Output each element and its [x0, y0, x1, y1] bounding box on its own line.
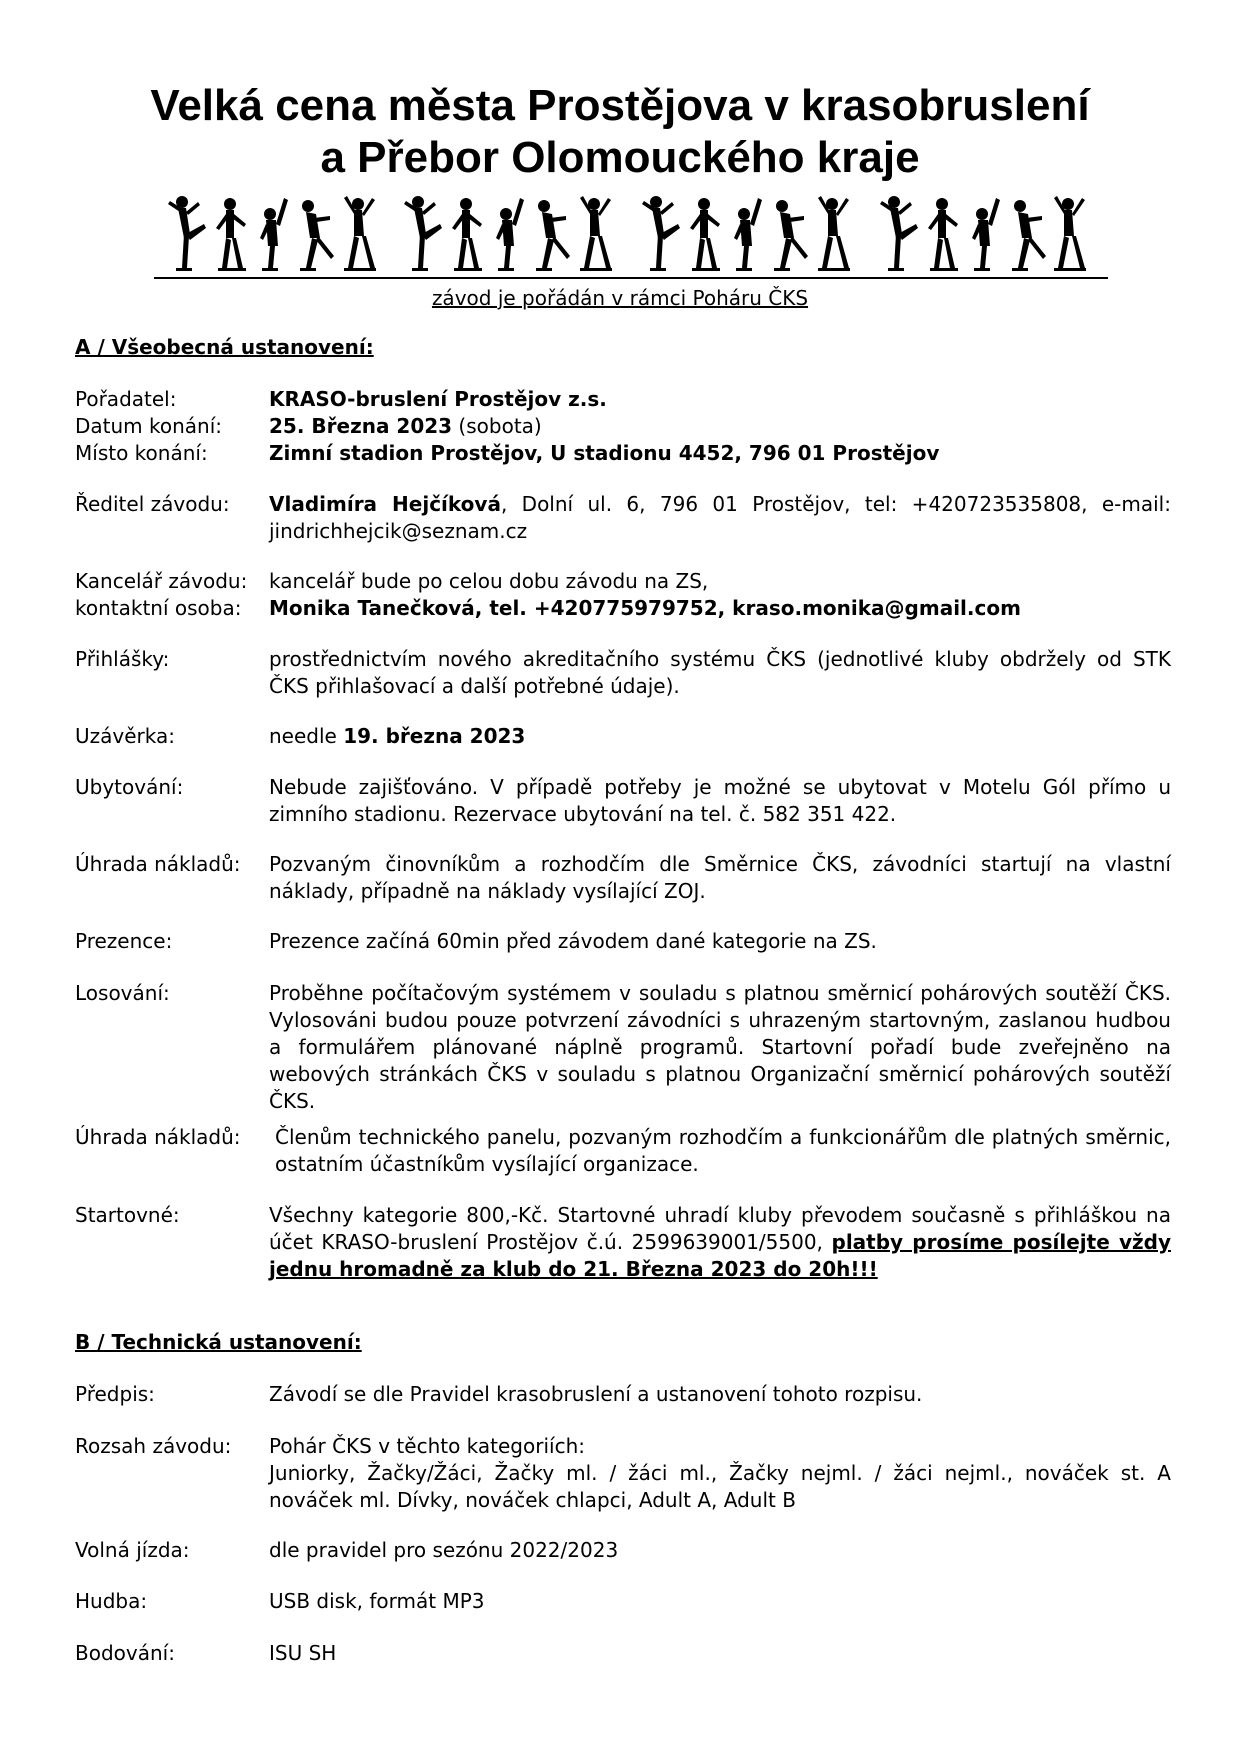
figure-skater-silhouette-icon — [168, 196, 206, 271]
venue-label: Místo konání: — [75, 441, 208, 465]
presence-label: Prezence: — [75, 929, 173, 953]
entry-fee-value: Všechny kategorie 800,-Kč. Startovné uhradí kluby převodem současně s přihláškou na účet KRASO-bruslení Prostějov č.ú. 2599639001/5500, platby prosíme posílejte vždy jednu hromadně za klub do 21. Března 2023 do 20h!!! — [269, 1203, 1171, 1281]
figure-skater-silhouette-icon — [580, 196, 612, 271]
venue-value: Zimní stadion Prostějov, U stadionu 4452, 796 01 Prostějov — [269, 441, 940, 465]
registration-label: Přihlášky: — [75, 647, 170, 671]
figure-skater-silhouette-icon — [642, 196, 680, 271]
deadline-value: needle 19. března 2023 — [269, 724, 526, 748]
contact-value: Monika Tanečková, tel. +420775979752, kraso.monika@gmail.com — [269, 596, 1021, 620]
office-value: kancelář bude po celou dobu závodu na ZS, — [269, 569, 709, 593]
figure-skater-silhouette-icon — [818, 196, 850, 271]
section-a-heading: A / Všeobecná ustanovení: — [75, 335, 374, 359]
music-label: Hudba: — [75, 1589, 148, 1613]
registration-value: prostřednictvím nového akreditačního systému ČKS (jednotlivé kluby obdržely od STK ČKS přihlašovací a další potřebné údaje). — [269, 647, 1171, 698]
figure-skater-silhouette-icon — [972, 198, 1000, 271]
figure-skater-silhouette-icon — [536, 200, 570, 271]
scoring-label: Bodování: — [75, 1641, 175, 1665]
draw-value: Proběhne počítačovým systémem v souladu s platnou směrnicí pohárových soutěží ČKS. Vylosováni budou pouze potvrzení závodníci s uhrazeným startovným, zaslanou hudbou a formulářem plánované náplně programů. Startovní pořadí bude zveřejněno na webových stránkách ČKS v souladu s platnou Organizační směrnicí pohárových soutěží ČKS. — [269, 981, 1171, 1113]
organizer-value: KRASO-bruslení Prostějov z.s. — [269, 387, 607, 411]
title-line-2: a Přebor Olomouckého kraje — [320, 133, 920, 182]
rules-label: Předpis: — [75, 1382, 155, 1406]
payment-notice: platby prosíme posílejte vždy jednu hromadně za klub do 21. Března 2023 do 20h!!! — [269, 1230, 1171, 1281]
scope-label: Rozsah závodu: — [75, 1434, 232, 1458]
figure-skater-silhouette-icon — [496, 198, 524, 271]
figure-skater-silhouette-icon — [774, 200, 808, 271]
director-value: Vladimíra Hejčíková, Dolní ul. 6, 796 01 Prostějov, tel: +420723535808, e-mail: jindrichhejcik@seznam.cz — [269, 492, 1171, 543]
accommodation-value: Nebude zajišťováno. V případě potřeby je možné se ubytovat v Motelu Gól přímo u zimního stadionu. Rezervace ubytování na tel. č. 582 351 422. — [269, 775, 1171, 826]
skater-silhouettes-banner — [168, 192, 1088, 274]
free-skating-label: Volná jízda: — [75, 1538, 190, 1562]
accommodation-label: Ubytování: — [75, 775, 184, 799]
free-skating-value: dle pravidel pro sezónu 2022/2023 — [269, 1538, 619, 1562]
figure-skater-silhouette-icon — [734, 198, 762, 271]
figure-skater-silhouette-icon — [1012, 200, 1046, 271]
section-b-heading: B / Technická ustanovení: — [75, 1330, 362, 1354]
entry-fee-label: Startovné: — [75, 1203, 180, 1227]
costs-label-2: Úhrada nákladů: — [75, 1125, 241, 1149]
figure-skater-silhouette-icon — [452, 198, 482, 271]
music-value: USB disk, formát MP3 — [269, 1589, 485, 1613]
costs-label-1: Úhrada nákladů: — [75, 852, 241, 876]
header-divider — [154, 277, 1108, 279]
title-line-1: Velká cena města Prostějova v krasobruslení — [150, 81, 1090, 130]
costs-value-2: Členům technického panelu, pozvaným rozhodčím a funkcionářům dle platných směrnic, ostatním účastníkům vysílající organizace. — [275, 1125, 1171, 1176]
contact-label: kontaktní osoba: — [75, 596, 242, 620]
figure-skater-silhouette-icon — [690, 198, 720, 271]
date-label: Datum konání: — [75, 414, 223, 438]
draw-label: Losování: — [75, 981, 170, 1005]
figure-skater-silhouette-icon — [1054, 196, 1086, 271]
scope-value — [269, 1433, 1171, 1514]
figure-skater-silhouette-icon — [928, 198, 958, 271]
costs-value-1: Pozvaným činovníkům a rozhodčím dle Směrnice ČKS, závodníci startují na vlastní náklady, případně na náklady vysílající ZOJ. — [269, 852, 1171, 903]
figure-skater-silhouette-icon — [344, 196, 376, 271]
scoring-value: ISU SH — [269, 1641, 337, 1665]
figure-skater-silhouette-icon — [404, 196, 442, 271]
deadline-label: Uzávěrka: — [75, 724, 175, 748]
scope-line-1: Pohár ČKS v těchto kategoriích: — [269, 1434, 585, 1458]
figure-skater-silhouette-icon — [216, 198, 246, 271]
presence-value: Prezence začíná 60min před závodem dané kategorie na ZS. — [269, 929, 877, 953]
figure-skater-silhouette-icon — [260, 198, 288, 271]
figure-skater-silhouette-icon — [880, 196, 918, 271]
office-label: Kancelář závodu: — [75, 569, 248, 593]
director-label: Ředitel závodu: — [75, 492, 230, 516]
date-value: 25. Března 2023 (sobota) — [269, 414, 542, 438]
page-title — [0, 80, 1240, 184]
figure-skater-silhouette-icon — [300, 200, 334, 271]
cup-note: závod je pořádán v rámci Poháru ČKS — [431, 286, 809, 310]
rules-value: Závodí se dle Pravidel krasobruslení a ustanovení tohoto rozpisu. — [269, 1382, 923, 1406]
scope-categories: Juniorky, Žačky/Žáci, Žačky ml. / žáci ml., Žačky nejml. / žáci nejml., nováček st. A nováček ml. Dívky, nováček chlapci, Adult A, Adult B — [269, 1461, 1171, 1512]
organizer-label: Pořadatel: — [75, 387, 177, 411]
